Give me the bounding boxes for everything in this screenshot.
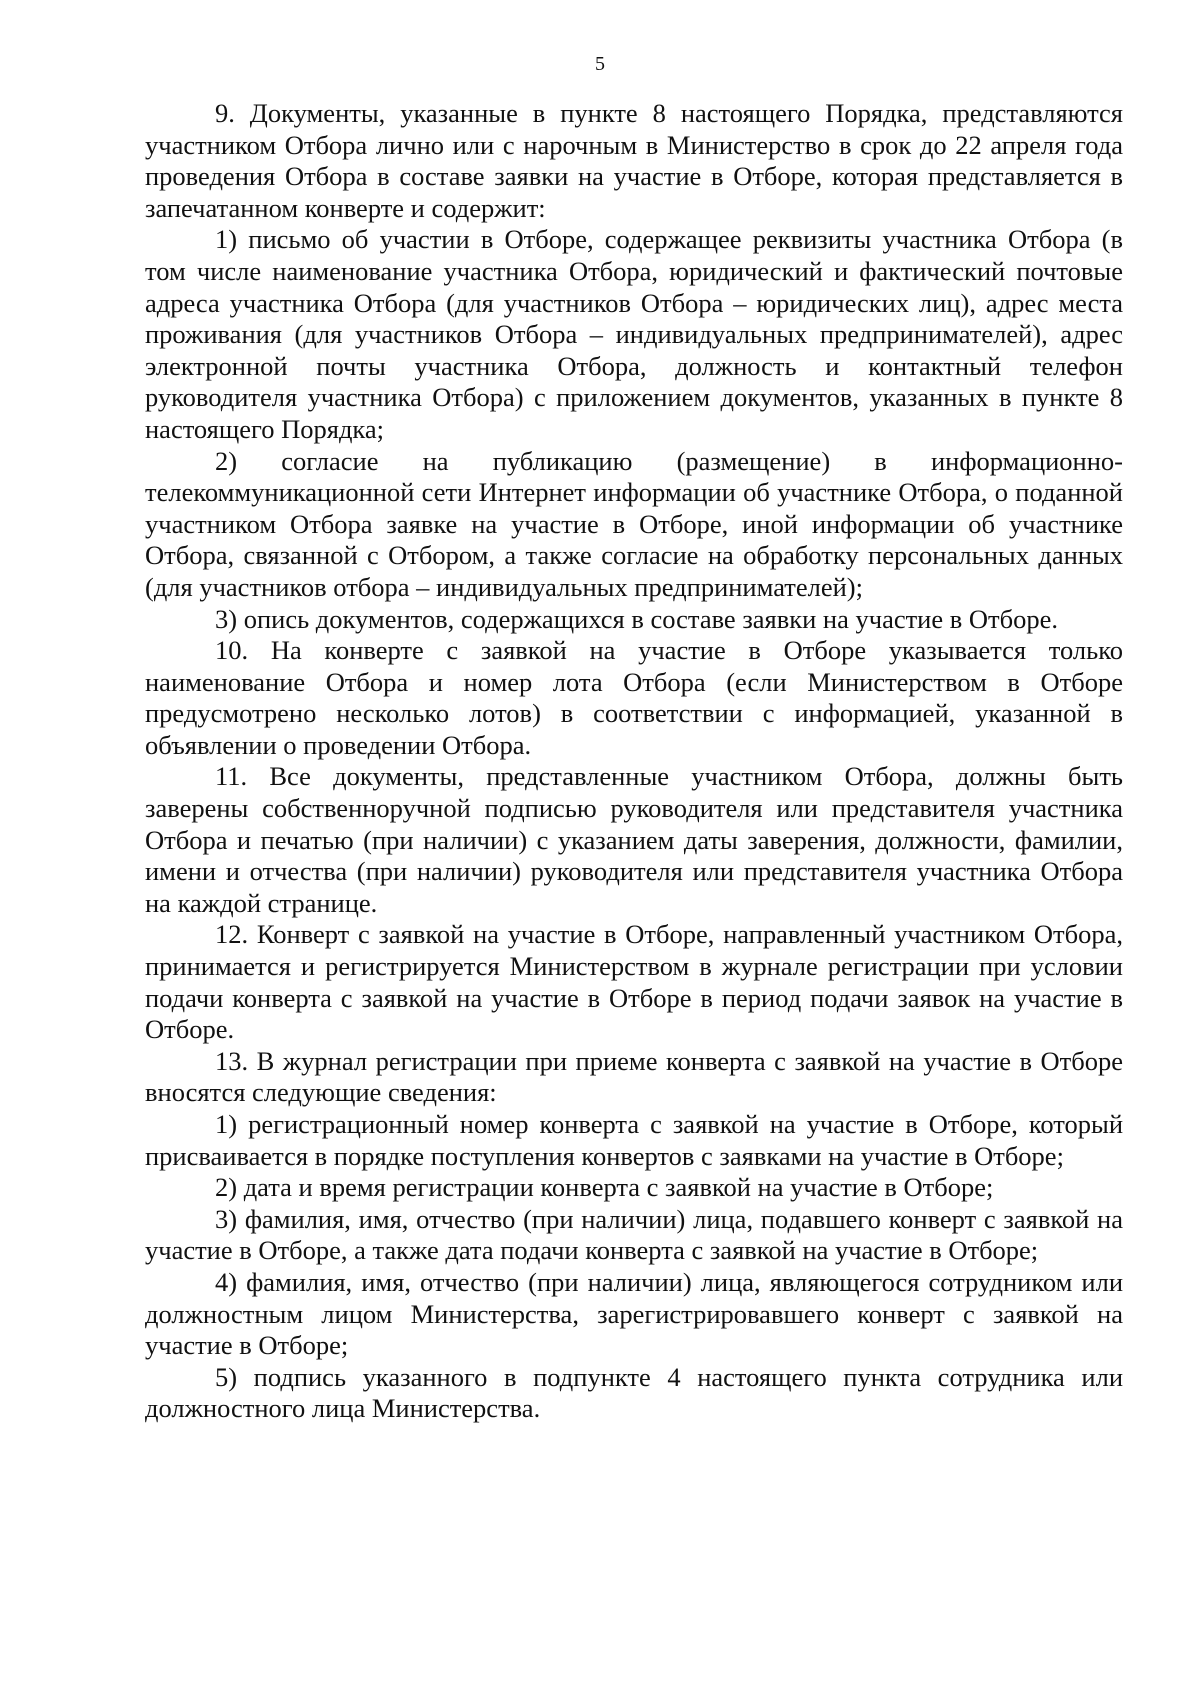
- paragraph-9-item-3: 3) опись документов, содержащихся в составе заявки на участие в Отборе.: [215, 603, 1058, 634]
- paragraph-13-item-5: 5) подпись указанного в подпункте 4 настоящего пункта сотрудника или должностного лица Министерства.: [145, 1361, 1123, 1424]
- paragraph-10: 10. На конверте с заявкой на участие в Отборе указывается только наименование Отбора и номер лота Отбора (если Министерством в Отборе предусмотрено несколько лотов) в соответствии с информацией, указанной в объявлении о проведении Отбора.: [145, 635, 1123, 760]
- paragraph-9: 9. Документы, указанные в пункте 8 настоящего Порядка, представляются участником Отбора лично или с нарочным в Министерство в срок до 22 апреля года проведения Отбора в составе заявки на участие в Отборе, которая представляется в запечатанном конверте и содержит:: [145, 98, 1123, 223]
- paragraph-13: 13. В журнал регистрации при приеме конверта с заявкой на участие в Отборе вносятся следующие сведения:: [145, 1045, 1123, 1108]
- paragraph-12: 12. Конверт с заявкой на участие в Отборе, направленный участником Отбора, принимается и регистрируется Министерством в журнале регистрации при условии подачи конверта с заявкой на участие в Отборе в период подачи заявок на участие в Отборе.: [145, 919, 1123, 1045]
- paragraph-13-item-4: 4) фамилия, имя, отчество (при наличии) лица, являющегося сотрудником или должностным лицом Министерства, зарегистрировавшего конверт с заявкой на участие в Отборе;: [145, 1266, 1123, 1361]
- page-number: 5: [595, 53, 605, 75]
- paragraph-9-item-1: 1) письмо об участии в Отборе, содержащее реквизиты участника Отбора (в том числе наименование участника Отбора, юридический и фактический почтовые адреса участника Отбора (для участников Отбора – юридических лиц), адрес места проживания (для участников Отбора – индивидуальных предпринимателей), адрес электронной почты участника Отбора, должность и контактный телефон руководителя участника Отбора) с приложением документов, указанных в пункте 8 настоящего Порядка;: [145, 224, 1123, 444]
- paragraph-13-item-2: 2) дата и время регистрации конверта с заявкой на участие в Отборе;: [215, 1172, 994, 1203]
- paragraph-11: 11. Все документы, представленные участником Отбора, должны быть заверены собственноручной подписью руководителя или представителя участника Отбора и печатью (при наличии) с указанием даты заверения, должности, фамилии, имени и отчества (при наличии) руководителя или представителя участника Отбора на каждой странице.: [145, 761, 1123, 918]
- paragraph-13-item-3: 3) фамилия, имя, отчество (при наличии) лица, подавшего конверт с заявкой на участие в Отборе, а также дата подачи конверта с заявкой на участие в Отборе;: [145, 1203, 1123, 1266]
- document-body: [145, 98, 1123, 1425]
- paragraph-9-item-2: 2) согласие на публикацию (размещение) в информационно-телекоммуникационной сети Интернет информации об участнике Отбора, о поданной участником Отбора заявке на участие в Отборе, иной информации об участнике Отбора, связанной с Отбором, а также согласие на обработку персональных данных (для участников отбора – индивидуальных предпринимателей);: [145, 445, 1123, 602]
- paragraph-13-item-1: 1) регистрационный номер конверта с заявкой на участие в Отборе, который присваивается в порядке поступления конвертов с заявками на участие в Отборе;: [145, 1109, 1123, 1171]
